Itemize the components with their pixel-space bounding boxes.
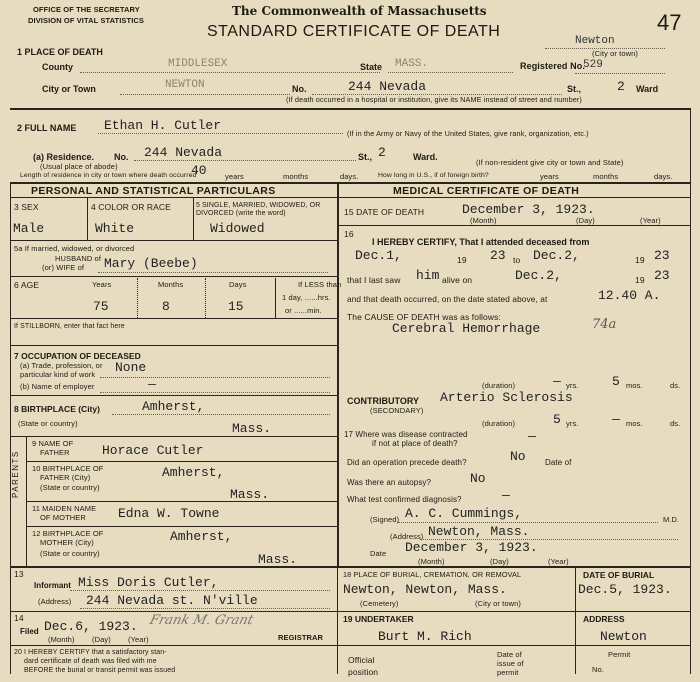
color-label: 4 COLOR OR RACE <box>91 202 171 212</box>
ward-label: Ward <box>636 84 659 94</box>
cause-dur-mos: 5 <box>612 374 620 389</box>
age-days-label: Days <box>229 280 247 289</box>
date-of-death: December 3, 1923. <box>462 202 595 217</box>
employer-value: — <box>148 377 156 392</box>
employer-label: (b) Name of employer <box>20 382 95 391</box>
residence-st-label: St., <box>358 152 373 162</box>
contracted-label-a: 17 Where was disease contracted <box>344 430 468 439</box>
autopsy-value: No <box>470 471 486 486</box>
mother-bp-label-b: MOTHER (City) <box>40 538 94 547</box>
footer-certify-b: dard certificate of death was filed with me <box>24 658 157 665</box>
commonwealth-title: The Commonwealth of Massachusetts <box>232 4 487 18</box>
sex-value: Male <box>13 221 45 236</box>
signed-day-cap: (Day) <box>490 557 509 566</box>
burial-place-label: 18 PLACE OF BURIAL, CREMATION, OR REMOVAL <box>343 570 522 579</box>
last-saw-date: Dec.2, <box>515 268 562 283</box>
marital-label: 5 SINGLE, MARRIED, WIDOWED, OR DIVORCED (write the word) <box>196 202 321 217</box>
occupation-sub-a: (a) Trade, profession, or <box>20 361 103 370</box>
informant-address: 244 Nevada st. N'ville <box>86 593 258 608</box>
father-bp-label-a: 10 BIRTHPLACE OF <box>32 464 104 473</box>
contracted-value: — <box>528 429 536 444</box>
father-bp-state-label: (State or country) <box>40 483 100 492</box>
test-label: What test confirmed diagnosis? <box>347 495 462 504</box>
cause-dur-yrs: — <box>553 374 561 389</box>
medical-heading: MEDICAL CERTIFICATE OF DEATH <box>393 185 580 197</box>
age-years-label: Years <box>92 280 112 289</box>
cause-duration-label: (duration) <box>482 381 516 390</box>
father-bp-city: Amherst, <box>162 465 225 480</box>
spouse-label-c: (or) WIFE of <box>42 263 85 272</box>
signed-year-cap: (Year) <box>548 557 569 566</box>
burial-date-label: DATE OF BURIAL <box>583 570 655 580</box>
filed-label: Filed <box>20 627 39 636</box>
contrib-mos-label: mos. <box>626 419 643 428</box>
city-or-town-label: City or Town <box>42 84 96 94</box>
official-label: Official <box>348 655 375 665</box>
father-label-b: FATHER <box>40 448 70 457</box>
less-than-label-a: If LESS than <box>298 280 342 289</box>
last-saw-pronoun: him <box>416 268 440 283</box>
residence-ward-label: Ward. <box>413 152 438 162</box>
occupation-value: None <box>115 360 147 375</box>
birthplace-label: 8 BIRTHPLACE (City) <box>14 404 100 414</box>
res-years-label: years <box>225 172 244 181</box>
undertaker-address-label: ADDRESS <box>583 614 625 624</box>
residence-caption: (Usual place of abode) <box>40 162 118 171</box>
birthplace-state-label: (State or country) <box>18 419 78 428</box>
res-months-label: months <box>283 172 309 181</box>
birthplace-state: Mass. <box>232 421 272 436</box>
page-number: 47 <box>657 10 682 35</box>
age-months: 8 <box>162 299 170 314</box>
md-label: M.D. <box>663 515 680 524</box>
contributory-label: CONTRIBUTORY <box>347 396 419 406</box>
registrar-signature: Frank M. Grant <box>147 613 255 628</box>
header-city-town: Newton <box>575 35 615 47</box>
occurred-label: and that death occurred, on the date stated above, at <box>347 294 548 304</box>
us-label: How long in U.S., if of foreign birth? <box>378 172 489 179</box>
date-of-issue-a: Date of <box>497 650 522 659</box>
us-days-label: days. <box>654 172 673 181</box>
spouse-label-b: HUSBAND of <box>55 254 102 263</box>
signed-value: A. C. Cummings, <box>405 506 523 521</box>
sex-label: 3 SEX <box>14 202 39 212</box>
contributory-value: Arterio Sclerosis <box>440 390 573 405</box>
attended-from-century: 19 <box>457 255 467 265</box>
contrib-yrs-label: yrs. <box>566 419 579 428</box>
contracted-label-b: if not at place of death? <box>372 439 458 448</box>
cert-number: 16 <box>344 229 354 239</box>
informant-name: Miss Doris Cutler, <box>78 575 219 590</box>
undertaker-name: Burt M. Rich <box>378 629 472 644</box>
full-name-label: 2 FULL NAME <box>17 123 77 133</box>
cause-label: The CAUSE OF DEATH was as follows: <box>347 312 501 322</box>
age-days: 15 <box>228 299 244 314</box>
informant-no: 13 <box>14 569 24 579</box>
spouse-label-a: 5a If married, widowed, or divorced <box>14 244 135 253</box>
filed-date: Dec.6, 1923. <box>44 619 138 634</box>
cause-ds-label: ds. <box>670 381 681 390</box>
less-than-label-c: or ......min. <box>285 306 322 315</box>
time-of-death: 12.40 A. <box>598 288 661 303</box>
last-saw-yr: 23 <box>654 268 670 283</box>
place-note: (If death occurred in a hospital or institution, give its NAME instead of street and number) <box>286 95 582 104</box>
mother-bp-label-a: 12 BIRTHPLACE OF <box>32 529 104 538</box>
contrib-dur-mos: — <box>612 412 620 427</box>
last-saw-century: 19 <box>635 275 645 285</box>
county-value: MIDDLESEX <box>168 58 228 70</box>
contrib-dur-yrs: 5 <box>553 412 561 427</box>
permit-label: Permit <box>608 650 631 659</box>
residence-years: 40 <box>191 163 207 178</box>
certificate-title: STANDARD CERTIFICATE OF DEATH <box>207 23 501 40</box>
informant-label: Informant <box>34 581 71 590</box>
stillborn-label: If STILLBORN, enter that fact here <box>14 323 125 330</box>
registered-no: 529 <box>583 59 603 71</box>
footer-certify-a: 20 I HEREBY CERTIFY that a satisfactory stan- <box>14 649 167 656</box>
marital-value: Widowed <box>210 221 265 236</box>
alive-label: alive on <box>442 275 473 285</box>
less-than-label-b: 1 day, ......hrs. <box>282 293 331 302</box>
residence-ward: 2 <box>378 145 386 160</box>
street-value: 244 Nevada <box>348 79 427 94</box>
cause-yrs-label: yrs. <box>566 381 579 390</box>
autopsy-label: Was there an autopsy? <box>347 478 432 487</box>
mother-bp-city: Amherst, <box>170 529 233 544</box>
us-years-label: years <box>540 172 559 181</box>
date-signed: December 3, 1923. <box>405 540 538 555</box>
date-of-issue-b: issue of <box>497 659 524 668</box>
father-value: Horace Cutler <box>102 443 204 458</box>
mother-bp-state-label: (State or country) <box>40 549 100 558</box>
city-value: NEWTON <box>165 79 205 91</box>
address-label: (Address) <box>390 532 424 541</box>
cause-note: 74a <box>592 317 617 332</box>
cemetery-cap: (Cemetery) <box>360 599 399 608</box>
age-label: 6 AGE <box>14 280 40 290</box>
secondary-label: (SECONDARY) <box>370 406 424 415</box>
registered-label: Registered No. <box>520 61 585 71</box>
test-value: — <box>502 488 510 503</box>
full-name-value: Ethan H. Cutler <box>104 118 222 133</box>
mother-value: Edna W. Towne <box>118 506 220 521</box>
signed-month-cap: (Month) <box>418 557 445 566</box>
burial-date: Dec.5, 1923. <box>578 582 672 597</box>
cause-mos-label: mos. <box>626 381 643 390</box>
father-bp-state: Mass. <box>230 487 270 502</box>
residence-note: (If non-resident give city or town and State) <box>476 158 624 167</box>
date-of-label: Date of <box>545 458 572 467</box>
burial-place: Newton, Newton, Mass. <box>343 582 507 597</box>
age-years: 75 <box>93 299 109 314</box>
spouse-value: Mary (Beebe) <box>104 256 198 271</box>
res-days-label: days. <box>340 172 359 181</box>
undertaker-address: Newton <box>600 629 647 644</box>
parents-label: PARENTS <box>11 450 20 498</box>
mother-label-a: 11 MAIDEN NAME <box>32 504 97 513</box>
mother-bp-state: Mass. <box>258 552 298 567</box>
occupation-label: 7 OCCUPATION OF DECEASED <box>14 351 141 361</box>
cause-value: Cerebral Hemorrhage <box>392 321 541 336</box>
informant-address-label: (Address) <box>38 597 72 606</box>
street-no-label: No. <box>292 84 307 94</box>
division-label: DIVISION OF VITAL STATISTICS <box>28 16 144 25</box>
color-value: White <box>95 221 135 236</box>
attended-from: Dec.1, <box>355 248 402 263</box>
city-town-caption: (City or town) <box>592 49 638 58</box>
filed-month-cap: (Month) <box>48 635 75 644</box>
father-bp-label-b: FATHER (City) <box>40 473 91 482</box>
dod-month-cap: (Month) <box>470 216 497 225</box>
to-label: to <box>513 255 521 265</box>
signed-label: (Signed) <box>370 515 400 524</box>
undertaker-label: 19 UNDERTAKER <box>343 614 414 624</box>
contrib-duration-label: (duration) <box>482 419 516 428</box>
filed-day-cap: (Day) <box>92 635 111 644</box>
operation-value: No <box>510 449 526 464</box>
attended-from-yr: 23 <box>490 248 506 263</box>
birthplace-city: Amherst, <box>142 399 205 414</box>
place-of-death-label: 1 PLACE OF DEATH <box>17 47 103 57</box>
footer-certify-c: BEFORE the burial or transit permit was issued <box>24 667 176 674</box>
mother-label-b: OF MOTHER <box>40 513 86 522</box>
attended-to-yr: 23 <box>654 248 670 263</box>
state-value: MASS. <box>395 58 429 70</box>
attended-to-century: 19 <box>635 255 645 265</box>
contrib-ds-label: ds. <box>670 419 681 428</box>
date-signed-label: Date <box>370 549 387 558</box>
residence-street: 244 Nevada <box>144 145 223 160</box>
full-name-note: (If in the Army or Navy of the United States, give rank, organization, etc.) <box>347 129 589 138</box>
dod-year-cap: (Year) <box>640 216 661 225</box>
father-label-a: 9 NAME OF <box>32 439 74 448</box>
attended-to: Dec.2, <box>533 248 580 263</box>
last-saw-label: that I last saw <box>347 275 401 285</box>
street-st-label: St., <box>567 84 582 94</box>
filed-no: 14 <box>14 613 24 623</box>
length-label: Length of residence in city or town where death occurred <box>20 172 197 179</box>
dod-day-cap: (Day) <box>576 216 595 225</box>
date-of-issue-c: permit <box>497 668 519 677</box>
operation-label: Did an operation precede death? <box>347 458 467 467</box>
ward-value: 2 <box>617 79 625 94</box>
doctor-address: Newton, Mass. <box>428 524 530 539</box>
state-label: State <box>360 62 383 72</box>
registrar-label: REGISTRAR <box>278 633 324 642</box>
personal-heading: PERSONAL AND STATISTICAL PARTICULARS <box>31 185 276 197</box>
occupation-sub-b: particular kind of work <box>20 370 96 379</box>
position-label: position <box>348 667 379 677</box>
residence-no-label: No. <box>114 152 129 162</box>
filed-year-cap: (Year) <box>128 635 149 644</box>
residence-label: (a) Residence. <box>33 152 95 162</box>
office-label: OFFICE OF THE SECRETARY <box>33 5 140 14</box>
permit-no-label: No. <box>592 665 604 674</box>
county-label: County <box>42 62 73 72</box>
age-months-label: Months <box>158 280 184 289</box>
burial-city-cap: (City or town) <box>475 599 521 608</box>
certify-text: I HEREBY CERTIFY, That I attended deceased from <box>372 237 590 247</box>
date-of-death-label: 15 DATE OF DEATH <box>344 207 425 217</box>
us-months-label: months <box>593 172 619 181</box>
